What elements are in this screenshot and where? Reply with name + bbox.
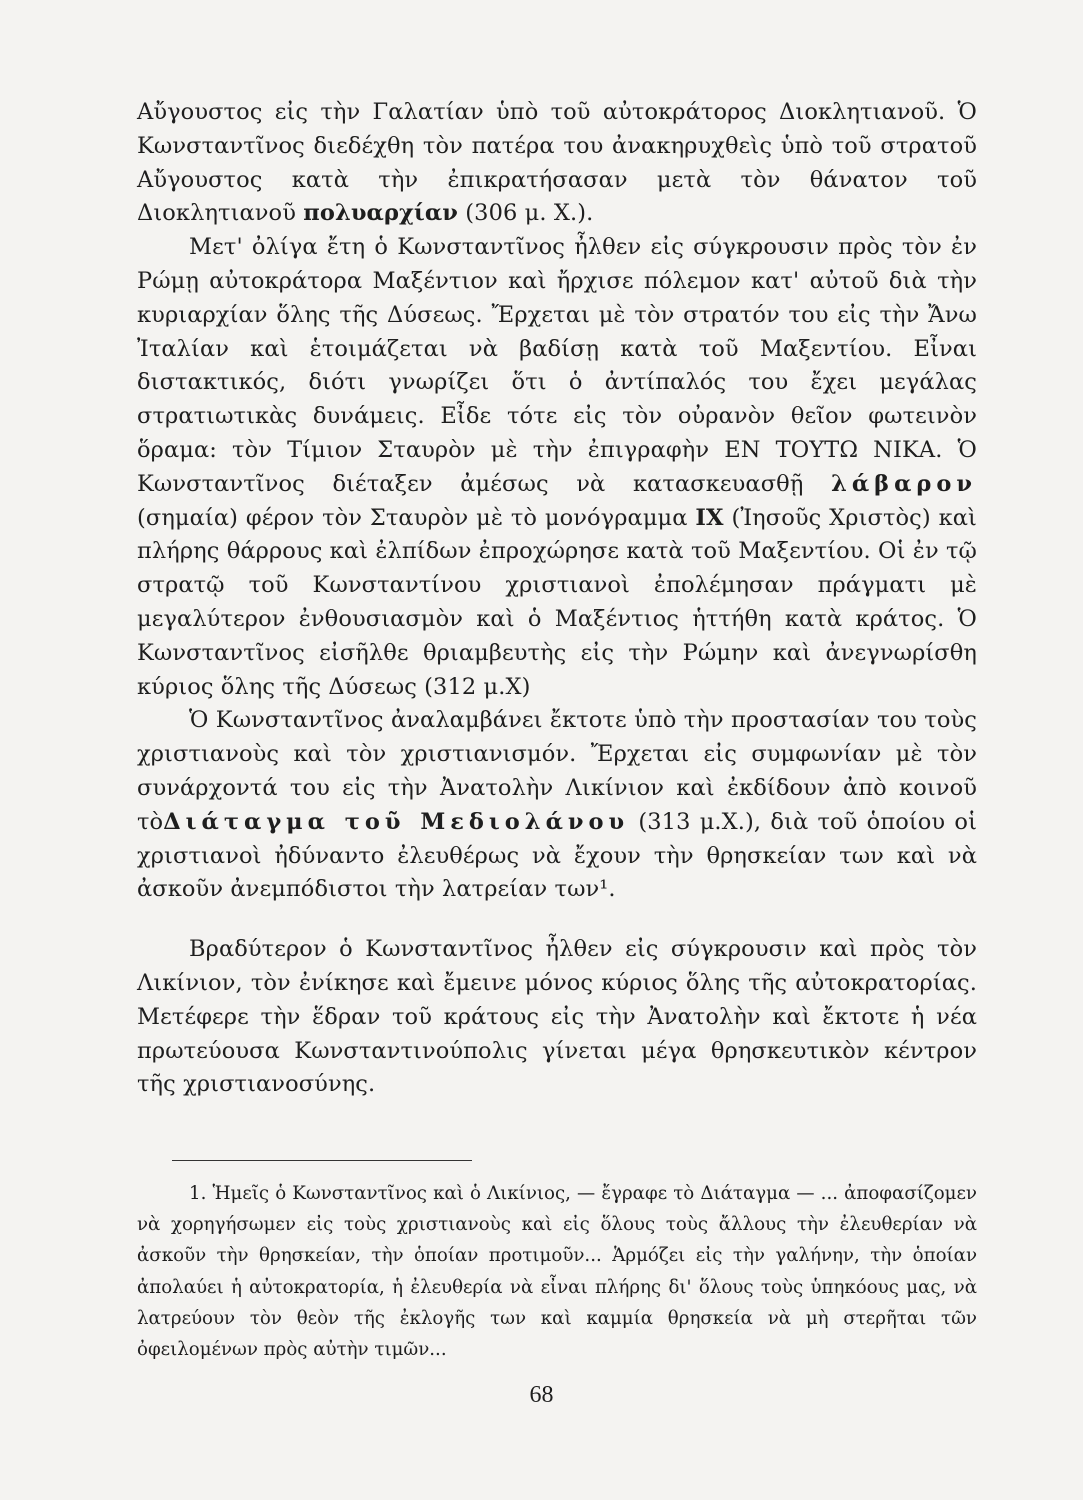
paragraph-3-text-a: Ὁ Κωνσταντῖνος ἀναλαμβάνει ἔκτοτε ὑπὸ τὴν προστασίαν του τοὺς χριστιανοὺς καὶ τὸν χριστιανισμόν. Ἔρχεται εἰς συμφωνίαν μὲ τὸν συνάρχοντά του εἰς τὴν Ἀνατολὴν Λικίνιον καὶ ἐκδίδουν ἀπὸ κοινοῦ τὸ xyxy=(137,707,977,835)
paragraph-2-text-a: Μετ' ὀλίγα ἔτη ὁ Κωνσταντῖνος ἦλθεν εἰς σύγκρουσιν πρὸς τὸν ἐν Ρώμῃ αὐτοκράτορα Μαξέντιον καὶ ἤρχισε πόλεμον κατ' αὐτοῦ διὰ τὴν κυριαρχίαν ὅλης τῆς Δύσεως. Ἔρχεται μὲ τὸν στρατόν του εἰς τὴν Ἄνω Ἰταλίαν καὶ ἑτοιμάζεται νὰ βαδίσῃ κατὰ τοῦ Μαξεντίου. Εἶναι διστακτικός, διότι γνωρίζει ὅτι ὁ ἀντίπαλός του ἔχει μεγάλας στρατιωτικὰς δυνάμεις. Εἶδε τότε εἰς τὸν οὐρανὸν θεῖον φωτεινὸν ὅραμα: τὸν Τίμιον Σταυρὸν μὲ τὴν ἐπιγραφὴν ΕΝ ΤΟΥΤΩ ΝΙΚΑ. Ὁ Κωνσταντῖνος διέταξεν ἀμέσως νὰ κατασκευασθῇ xyxy=(137,234,977,497)
footnote-number: 1. xyxy=(189,1183,207,1204)
paragraph-3-text-b: (313 μ.Χ.), διὰ τοῦ ὁποίου οἱ χριστιανοὶ ἠδύναντο ἐλευθέρως νὰ ἔχουν τὴν θρησκείαν των καὶ νὰ ἀσκοῦν ἀνεμπόδιστοι τὴν λατρείαν των¹. xyxy=(137,808,977,903)
term-monogram-ix: IX xyxy=(695,504,724,531)
term-edict-of-milan: Διάταγμα τοῦ Μεδιολάνου xyxy=(163,808,630,835)
page-number: 68 xyxy=(529,1382,554,1408)
paragraph-1-date: (306 μ. Χ.). xyxy=(465,200,594,227)
footnotes xyxy=(137,1178,977,1365)
paragraph-1-text: Αὔγουστος εἰς τὴν Γαλατίαν ὑπὸ τοῦ αὐτοκράτορος Διοκλητιανοῦ. Ὁ Κωνσταντῖνος διεδέχθη τὸν πατέρα του ἀνακηρυχθεὶς ὑπὸ τοῦ στρατοῦ Αὔγουστος κατὰ τὴν ἐπικρατήσασαν μετὰ τὸν θάνατον τοῦ Διοκλητιανοῦ xyxy=(137,99,977,227)
paragraph-3 xyxy=(137,704,977,907)
paragraph-1 xyxy=(137,96,977,231)
footnote-divider xyxy=(172,1160,472,1161)
footnote-text: Ἡμεῖς ὁ Κωνσταντῖνος καὶ ὁ Λικίνιος, — ἔγραφε τὸ Διάταγμα — ... ἀποφασίζομεν νὰ χορηγήσωμεν εἰς τοὺς χριστιανοὺς καὶ εἰς ὅλους τοὺς ἄλλους τὴν ἐλευθερίαν νὰ ἀσκοῦν τὴν θρησκείαν, τὴν ὁποίαν προτιμοῦν... Ἁρμόζει εἰς τὴν γαλήνην, τὴν ὁποίαν ἀπολαύει ἡ αὐτοκρατορία, ἡ ἐλευθερία νὰ εἶναι πλήρης δι' ὅλους τοὺς ὑπηκόους μας, νὰ λατρεύουν τὸν θεὸν τῆς ἐκλογῆς των καὶ καμμία θρησκεία νὰ μὴ στερῆται τῶν ὀφειλομένων πρὸς αὐτὴν τιμῶν... xyxy=(137,1183,977,1361)
footnote-1 xyxy=(137,1178,977,1365)
main-text xyxy=(137,96,977,1102)
paragraph-2 xyxy=(137,231,977,704)
term-polyarchy: πολυαρχίαν xyxy=(303,200,459,227)
paragraph-2-text-c: (Ἰησοῦς Χριστὸς) καὶ πλήρης θάρρους καὶ ἐλπίδων ἐπροχώρησε κατὰ τοῦ Μαξεντίου. Οἱ ἐν τῷ στρατῷ τοῦ Κωνσταντίνου χριστιανοὶ ἐπολέμησαν πράγματι μὲ μεγαλύτερον ἐνθουσιασμὸν καὶ ὁ Μαξέντιος ἡττήθη κατὰ κράτος. Ὁ Κωνσταντῖνος εἰσῆλθε θριαμβευτὴς εἰς τὴν Ρώμην καὶ ἀνεγνωρίσθη κύριος ὅλης τῆς Δύσεως (312 μ.Χ) xyxy=(137,504,977,700)
paragraph-2-text-b: (σημαία) φέρον τὸν Σταυρὸν μὲ τὸ μονόγραμμα xyxy=(137,504,688,531)
paragraph-4: Βραδύτερον ὁ Κωνσταντῖνος ἦλθεν εἰς σύγκρουσιν καὶ πρὸς τὸν Λικίνιον, τὸν ἐνίκησε καὶ ἔμεινε μόνος κύριος ὅλης τῆς αὐτοκρατορίας. Μετέφερε τὴν ἕδραν τοῦ κράτους εἰς τὴν Ἀνατολὴν καὶ ἔκτοτε ἡ νέα πρωτεύουσα Κωνσταντινούπολις γίνεται μέγα θρησκευτικὸν κέντρον τῆς χριστιανοσύνης. xyxy=(137,936,977,1098)
term-labarum: λάβαρον xyxy=(831,470,977,497)
